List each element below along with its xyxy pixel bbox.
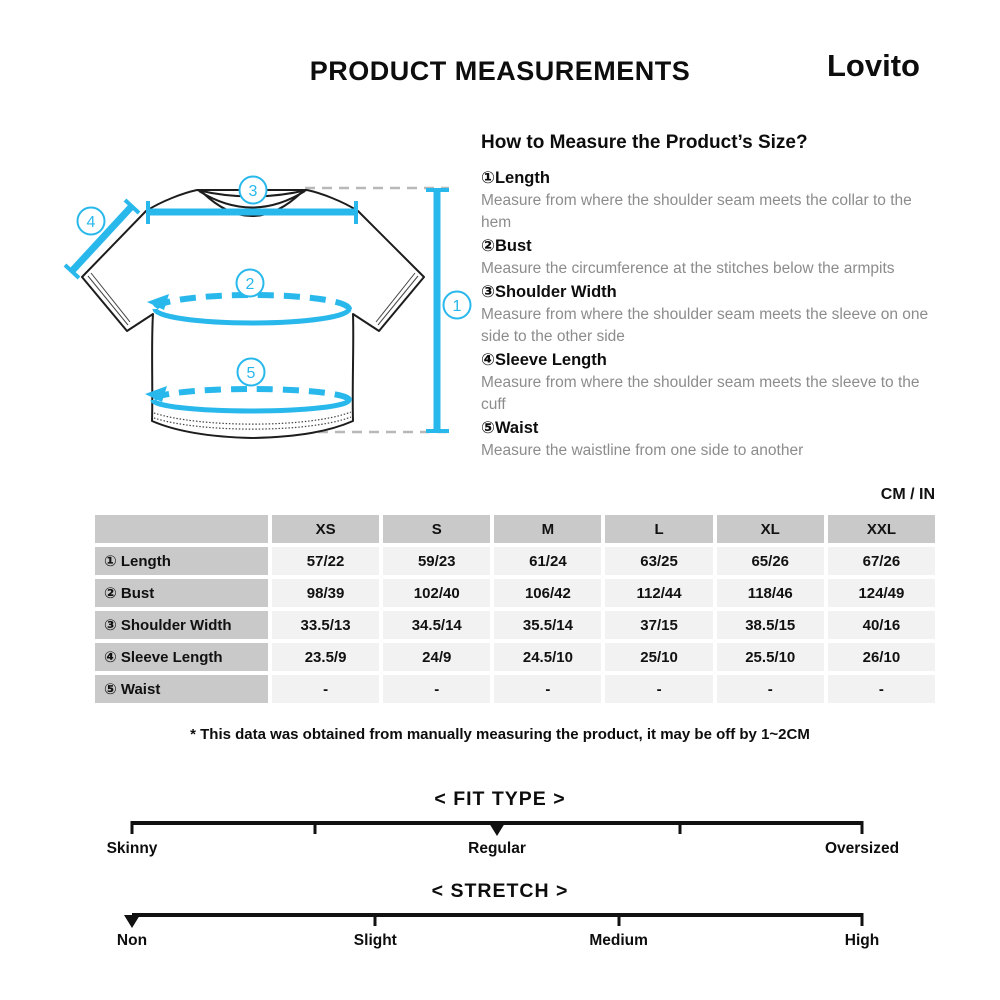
fit-type-marker-icon: [489, 823, 505, 836]
scale-tick: [678, 821, 681, 834]
brand-logo: Lovito: [827, 48, 920, 83]
table-value-cell: 67/26: [828, 547, 935, 575]
scale-tick: [861, 821, 864, 834]
marker-waist: 5: [246, 365, 256, 382]
size-header-l: L: [605, 515, 712, 543]
units-label: CM / IN: [880, 486, 935, 503]
marker-bust: 2: [245, 276, 255, 293]
scale-tick: [313, 821, 316, 834]
scale-tick: [131, 821, 134, 834]
howto-desc-shoulder: Measure from where the shoulder seam meets the sleeve on one side to the other side: [481, 306, 929, 345]
measurement-disclaimer: * This data was obtained from manually measuring the product, it may be off by 1~2CM: [190, 726, 810, 743]
tshirt-outline: [82, 190, 424, 438]
table-value-cell: 25/10: [605, 643, 712, 671]
row-label-shoulder-width: ③ Shoulder Width: [95, 611, 268, 639]
stretch-scale: [116, 913, 880, 949]
table-value-cell: -: [272, 675, 379, 703]
table-value-cell: 24.5/10: [494, 643, 601, 671]
table-value-cell: 106/42: [494, 579, 601, 607]
stretch-label-non: Non: [116, 932, 148, 949]
table-value-cell: -: [494, 675, 601, 703]
row-label-sleeve-length: ④ Sleeve Length: [95, 643, 268, 671]
stretch-label-high: High: [844, 932, 880, 949]
size-header-m: M: [494, 515, 601, 543]
table-value-cell: 40/16: [828, 611, 935, 639]
how-to-title: How to Measure the Product’s Size?: [481, 132, 808, 153]
howto-heading-waist: ⑤Waist: [481, 419, 539, 437]
table-value-cell: 61/24: [494, 547, 601, 575]
size-header-xl: XL: [717, 515, 824, 543]
row-label-bust: ② Bust: [95, 579, 268, 607]
howto-heading-bust: ②Bust: [481, 237, 532, 255]
table-value-cell: 24/9: [383, 643, 490, 671]
table-value-cell: 59/23: [383, 547, 490, 575]
fit-label-oversized: Oversized: [824, 840, 900, 857]
scale-tick: [617, 913, 620, 926]
table-value-cell: 25.5/10: [717, 643, 824, 671]
measurement-table: [95, 515, 935, 703]
table-value-cell: -: [717, 675, 824, 703]
table-value-cell: 33.5/13: [272, 611, 379, 639]
table-value-cell: 26/10: [828, 643, 935, 671]
table-value-cell: 102/40: [383, 579, 490, 607]
stretch-marker-icon: [124, 915, 140, 928]
stretch-label-slight: Slight: [353, 932, 397, 949]
howto-heading-length: ①Length: [481, 169, 550, 187]
table-corner-cell: [95, 515, 268, 543]
fit-label-regular: Regular: [468, 840, 526, 857]
marker-sleeve: 4: [86, 214, 96, 231]
table-value-cell: 98/39: [272, 579, 379, 607]
size-header-xxl: XXL: [828, 515, 935, 543]
table-value-cell: -: [383, 675, 490, 703]
scale-tick: [374, 913, 377, 926]
scale-tick: [861, 913, 864, 926]
stretch-title: < STRETCH >: [431, 880, 569, 902]
row-label-length: ① Length: [95, 547, 268, 575]
table-value-cell: 65/26: [717, 547, 824, 575]
table-value-cell: 23.5/9: [272, 643, 379, 671]
marker-length: 1: [452, 298, 462, 315]
fit-label-skinny: Skinny: [106, 840, 158, 857]
table-value-cell: 124/49: [828, 579, 935, 607]
table-value-cell: 35.5/14: [494, 611, 601, 639]
howto-desc-bust: Measure the circumference at the stitches below the armpits: [481, 260, 895, 277]
tshirt-diagram: [40, 150, 480, 460]
howto-desc-waist: Measure the waistline from one side to another: [481, 442, 804, 459]
table-value-cell: 57/22: [272, 547, 379, 575]
size-header-s: S: [383, 515, 490, 543]
size-header-xs: XS: [272, 515, 379, 543]
marker-shoulder: 3: [248, 183, 258, 200]
table-value-cell: 112/44: [605, 579, 712, 607]
table-value-cell: 34.5/14: [383, 611, 490, 639]
howto-heading-shoulder: ③Shoulder Width: [481, 283, 617, 301]
page-title: PRODUCT MEASUREMENTS: [309, 56, 691, 86]
howto-desc-length: Measure from where the shoulder seam meets the collar to the hem: [481, 192, 912, 231]
table-value-cell: -: [605, 675, 712, 703]
howto-heading-sleeve: ④Sleeve Length: [481, 351, 607, 369]
table-value-cell: 38.5/15: [717, 611, 824, 639]
howto-desc-sleeve: Measure from where the shoulder seam meets the sleeve to the cuff: [481, 374, 920, 413]
stretch-label-medium: Medium: [589, 932, 648, 949]
fit-type-title: < FIT TYPE >: [434, 788, 566, 810]
fit-type-scale: [106, 821, 900, 857]
table-value-cell: 63/25: [605, 547, 712, 575]
table-value-cell: 118/46: [717, 579, 824, 607]
how-to-measure-section: [481, 132, 939, 462]
row-label-waist: ⑤ Waist: [95, 675, 268, 703]
table-value-cell: 37/15: [605, 611, 712, 639]
table-value-cell: -: [828, 675, 935, 703]
